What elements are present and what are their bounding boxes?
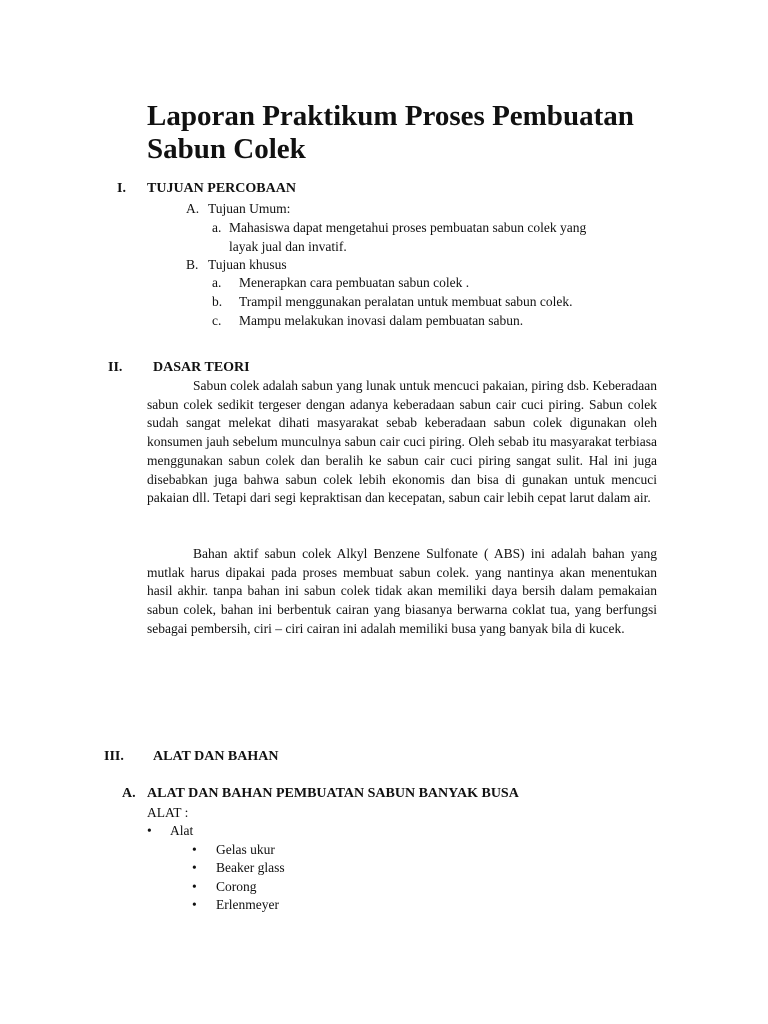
- body-paragraph: Sabun colek adalah sabun yang lunak untuk mencuci pakaian, piring dsb. Keberadaan sabun colek sedikit tergeser dengan adanya keberadaan sabun cair cuci piring. Sabun colek sudah sangat melekat dihati masyarakat sebab keberadaan sabun colek digunakan oleh konsumen jauh sebelum munculnya sabun cair cuci piring. Oleh sebab itu masyarakat terbiasa menggunakan sabun colek dan beralih ke sabun cair cuci piring sangat sulit. Hal ini juga disebabkan juga bahwa sabun colek lebih ekonomis dan bisa di gunakan untuk mencuci pakaian dll. Tetapi dari segi kepraktisan dan kecepatan, sabun cair lebih cepat larut dalam air.: [147, 378, 657, 506]
- section-2-heading: DASAR TEORI: [153, 360, 250, 375]
- tools-list-label: Alat: [170, 823, 194, 838]
- list-item-letter: c.: [212, 313, 222, 328]
- section-1-heading: TUJUAN PERCOBAAN: [147, 181, 296, 196]
- list-item-text: Mahasiswa dapat mengetahui proses pembuatan sabun colek yang: [229, 220, 587, 235]
- list-item-text: Menerapkan cara pembuatan sabun colek .: [239, 275, 470, 290]
- document-title: Laporan Praktikum Proses Pembuatan Sabun Colek: [147, 100, 634, 165]
- list-item-letter: b.: [212, 294, 223, 309]
- subsection-b-letter: B.: [186, 257, 199, 272]
- list-item: Gelas ukur: [216, 842, 275, 857]
- bullet-icon: •: [192, 860, 197, 875]
- list-item: Corong: [216, 879, 257, 894]
- list-item-letter: a.: [212, 275, 222, 290]
- list-item-text: Mampu melakukan inovasi dalam pembuatan sabun.: [239, 313, 524, 328]
- list-item-letter: a.: [212, 220, 222, 235]
- section-3-heading: ALAT DAN BAHAN: [153, 749, 279, 764]
- list-item: Erlenmeyer: [216, 897, 279, 912]
- bullet-icon: •: [192, 897, 197, 912]
- list-item-text: Trampil menggunakan peralatan untuk membuat sabun colek.: [239, 294, 573, 309]
- section-1-numeral: I.: [117, 181, 126, 196]
- subsection-a-label: Tujuan Umum:: [208, 201, 291, 216]
- section-3-numeral: III.: [104, 749, 124, 764]
- subsection-b-label: Tujuan khusus: [208, 257, 287, 272]
- subsection-heading: ALAT DAN BAHAN PEMBUATAN SABUN BANYAK BUSA: [147, 786, 519, 801]
- body-paragraph: Bahan aktif sabun colek Alkyl Benzene Sulfonate ( ABS) ini adalah bahan yang mutlak harus dipakai pada proses membuat sabun colek. yang nantinya akan menentukan hasil akhir. tanpa bahan ini sabun colek tidak akan memiliki daya bersih dalam pemakaian sabun colek, bahan ini berbentuk cairan yang biasanya berwarna coklat tua, yang berfungsi sebagai pembersih, ciri – ciri cairan ini adalah memiliki busa yang banyak bila di kucek.: [147, 546, 657, 636]
- tools-label: ALAT :: [147, 805, 189, 820]
- section-2-numeral: II.: [108, 360, 123, 375]
- list-item-text-continued: layak jual dan invatif.: [229, 239, 347, 254]
- list-item: Beaker glass: [216, 860, 285, 875]
- subsection-a-letter: A.: [186, 201, 200, 216]
- bullet-icon: •: [192, 842, 197, 857]
- subsection-a-letter: A.: [122, 786, 136, 801]
- bullet-icon: •: [192, 879, 197, 894]
- bullet-icon: •: [147, 823, 152, 838]
